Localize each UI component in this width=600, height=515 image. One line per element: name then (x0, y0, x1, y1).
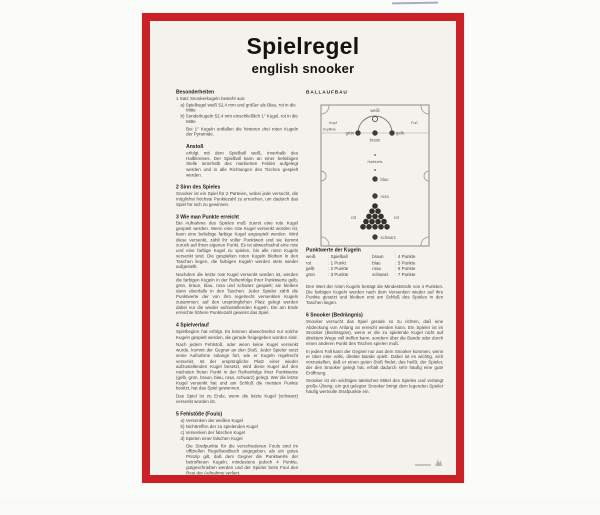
ball-rosa (372, 193, 377, 198)
points-note: Den Wert der roten Kugeln beträgt die Mindeststrafe von 4 Punkten. Die farbigen Kugeln werden nach dem Versenken wieder auf ihre Punkte gesetzt und bleiben erst am Schluß des Spieles in den Taschen liegen. (306, 283, 444, 306)
ball-value: 4 Punkte (397, 254, 416, 260)
fouls-text: Die Strafpunkte für die verschiedenen Fouls sind im offiziellen Regelhandbuch angegeben; als ein gutes Prinzip gilt, daß dem Gegner die Punktwerte der betroffenen Kugeln, mindestens jedoch 4 Punkte, gutgeschrieben werden und der Spieler beim Foul den Rest der Aufnahme verliert. (186, 443, 299, 476)
heading-ballaufbau: BALLAUFBAU (306, 89, 348, 95)
spot-marker (374, 154, 376, 156)
heading-besonderheiten: Besonderheiten (176, 89, 215, 95)
publisher-mark (415, 459, 442, 466)
publisher-text-smudge (415, 464, 431, 466)
label-kopflinie: Kopflinie (323, 127, 336, 132)
heading-sinn-des-spieles: 2 Sinn des Spieles (176, 183, 221, 190)
equipment-item: a) Spielkugel weiß 52,4 mm und größer als Blau, rot in die Mitte (180, 102, 296, 113)
title-block (150, 35, 456, 76)
ball-name: grün (306, 272, 315, 278)
page-title: Spielregel (246, 33, 360, 59)
equipment-note: Bei 1″ Kugeln entfallen die hinteren drei roten Kugeln der Pyramide. (186, 126, 299, 137)
ball-name: weiß (306, 254, 316, 260)
colon: : (327, 272, 330, 278)
right-column-lower (306, 247, 446, 515)
label-rosa: rosa (380, 193, 389, 199)
ball-value: 5 Punkte (397, 260, 416, 266)
ball-name: blau (372, 260, 381, 266)
publisher-logo-icon (434, 459, 442, 466)
pocket-top-left (321, 106, 329, 115)
heading-spielverlauf: 4 Spielverlauf (176, 322, 209, 328)
heading-fouls: 5 Fehlstöße (Fouls) (176, 410, 223, 417)
spielverlauf-paragraph: Nach jedem Fehlstoß, oder wenn keine Kugel versenkt wurde, kommt der Gegner an den Stoß. Jeder Spieler setzt seine Aufnahme solange fort, wie er Kugeln regelrecht versenkt. Ist der ursprüngliche Platz einer wieder aufzustellenden Kugel besetzt, wird diese Kugel auf den nächsten freien Punkt in der Reihenfolge ihrer Punktwerte (gelb, grün, braun, blau, rosa, schwarz) gelegt. Wer die letzte Kugel versenkt hat und am Schluß die meisten Punkte besitzt, hat das Spiel gewonnen. (176, 342, 299, 392)
snooker-paragraph: Snooker ist ein wichtiges taktisches Mittel des Spieles und verlangt große Übung; ein gut gelegter Snooker bringt dem legenden Spieler häufig wertvolle Strafpunkte ein. (306, 378, 444, 395)
colon: : (327, 266, 330, 272)
colon: : (394, 254, 397, 260)
label-fuss: Fuß (411, 121, 418, 125)
right-column-header (306, 89, 446, 101)
label-rot-rechts: rot (394, 215, 399, 220)
pocket-top-right (421, 106, 429, 115)
ball-gruen (355, 130, 360, 135)
anstoss-text: erfolgt mit dem Spielball weiß, innerhalb des Halbkreises. Der Spielball kann an einer beliebigen Stelle innerhalb des markierten Feldes aufgelegt werden und in alle Richtungen des Tisches gespielt werden. (186, 150, 299, 178)
foul-item: c) Versenken der falschen Kugel (180, 430, 245, 436)
label-rot-links: rot (351, 215, 356, 220)
label-weiss: weiß (370, 108, 380, 113)
label-gruen: grün (345, 130, 354, 136)
ball-braun (372, 130, 377, 135)
pocket-middle-left (321, 171, 326, 181)
sinn-text: Snooker ist ein Spiel für 2 Parteien, wobei jede versucht, die möglichst höchste Punktezahl zu erreichen, um dadurch das Spiel für sich zu gewinnen. (176, 191, 299, 208)
ball-name: schwarz (372, 272, 389, 278)
ball-blau (372, 176, 377, 181)
pocket-bottom-left (321, 237, 329, 246)
ball-name: rosa (372, 266, 381, 272)
label-halbkreis: Halbkreis (367, 160, 383, 164)
ball-value: Spielball (330, 254, 348, 260)
label-schwarz: schwarz (380, 234, 396, 240)
heading-snooker: 6 Snooker (Bedrängnis) (306, 311, 363, 318)
equipment-item: b) Sonderkugeln 52,4 mm einschließlich 1″ Kugel, rot in die Mitte (180, 113, 298, 125)
heading-punktwerte: Punktwerte der Kugeln (306, 247, 361, 253)
foul-item: a) Versenken der weißen Kugel (180, 418, 243, 424)
spot-marker (374, 169, 376, 171)
colon: : (394, 266, 397, 272)
colon: : (394, 272, 397, 278)
ball-name: braun (372, 254, 384, 260)
punkte-paragraph: Nachdem die letzte rote Kugel versenkt worden ist, werden die farbigen Kugeln in der Reihenfolge ihrer Punktwerte gelb, grün, braun, blau, rosa und schwarz gespielt; sie bleiben dann ebenfalls in den Taschen. Jeder Spieler zählt die Punktwerte der von ihm regelrecht versenkten Kugeln zusammen; auf den ursprünglichen Platz gelegt werden dabei nur die wieder aufzustellenden Kugeln. Die am Ende erreichte höhere Punktezahl gewinnt das Spiel. (176, 272, 299, 316)
label-kopf: Kopf (329, 121, 337, 125)
cue-ball-weiss (372, 116, 377, 121)
ball-gelb (389, 130, 394, 135)
page-subtitle: english snooker (251, 61, 355, 76)
ball-value: 2 Punkte (330, 266, 349, 272)
punkte-paragraph: Bei Aufnahme des Spieles muß zuerst eine rote Kugel gespielt werden. Wenn eine rote Kugel versenkt worden ist, kann eine beliebige farbige Kugel angespielt werden. Wird diese versenkt, zählt ihr voller Punktwert und sie kommt zurück auf ihren eigenen Punkt. Es ist abwechselnd eine rote und eine farbige Kugel zu spielen, bis alle roten Kugeln versenkt sind. Die gespielten roten Kugeln bleiben in den Taschen liegen, die farbigen Kugeln werden stets wieder aufgestellt. (176, 220, 299, 270)
ball-value: 3 Punkte (330, 272, 349, 278)
ball-value: 1 Punkt (330, 260, 346, 266)
snooker-table-diagram (318, 103, 432, 251)
left-column (176, 89, 299, 476)
ball-value: 7 Punkte (397, 272, 416, 278)
ball-name: gelb (306, 266, 315, 272)
ball-schwarz (372, 234, 377, 239)
ball-name: rot (306, 260, 312, 266)
spielverlauf-paragraph: Das Spiel ist zu Ende, wenn die letzte Kugel (schwarz) versenkt worden ist. (176, 393, 299, 405)
label-braun: braun (369, 137, 381, 143)
rules-card (142, 13, 464, 483)
colon: : (327, 260, 330, 266)
heading-punkte-erreichen: 3 Wie man Punkte erreicht (176, 213, 239, 220)
foul-item: d) Spielen einer falschen Kugel (180, 436, 243, 442)
label-blau: blau (380, 176, 389, 182)
heading-anstoss: Anstoß (186, 143, 204, 149)
equipment-item: 1 Satz Snookerkugeln besteht aus: (176, 96, 246, 102)
colon: : (394, 260, 397, 266)
pocket-middle-right (424, 171, 429, 181)
label-gelb: gelb (396, 130, 404, 136)
foul-item: b) Nichttreffen der zu spielenden Kugel (180, 424, 258, 430)
colon: : (327, 254, 330, 260)
scan-artifact-line (392, 2, 438, 5)
points-table (306, 254, 443, 278)
spielverlauf-paragraph: Spielbeginn hat erfolgt. Es können abwechselnd nur solche Kugeln gespielt werden, die gerade freigegeben worden sind. (176, 329, 299, 340)
pocket-bottom-right (421, 237, 429, 246)
red-triangle (360, 203, 390, 229)
snooker-paragraph: Snooker versucht das Spiel gerade so zu richten, daß eine Abdeckung von Anfang an erreicht werden kann. Ein Spieler ist im Snooker (Bedrängnis), wenn er die zu spielende Kugel nicht auf direktem Wege voll treffen kann, sondern über die Bande oder durch einen anderen Punkt des Tisches spielen muß. (306, 319, 444, 346)
snooker-paragraph: In jedem Fall kann der Gegner nur aus dem Snooker kommen, wenn er über eine volle, direkte Bande spielt. Dabei ist es wichtig, sich vorzustellen, daß er einen guten Stoß findet; das heißt, der Spieler, der den Snooker gelegt hat, erhält dadurch sehr häufig eine gute Eröffnung. (306, 348, 444, 376)
ball-value: 6 Punkte (397, 266, 416, 272)
